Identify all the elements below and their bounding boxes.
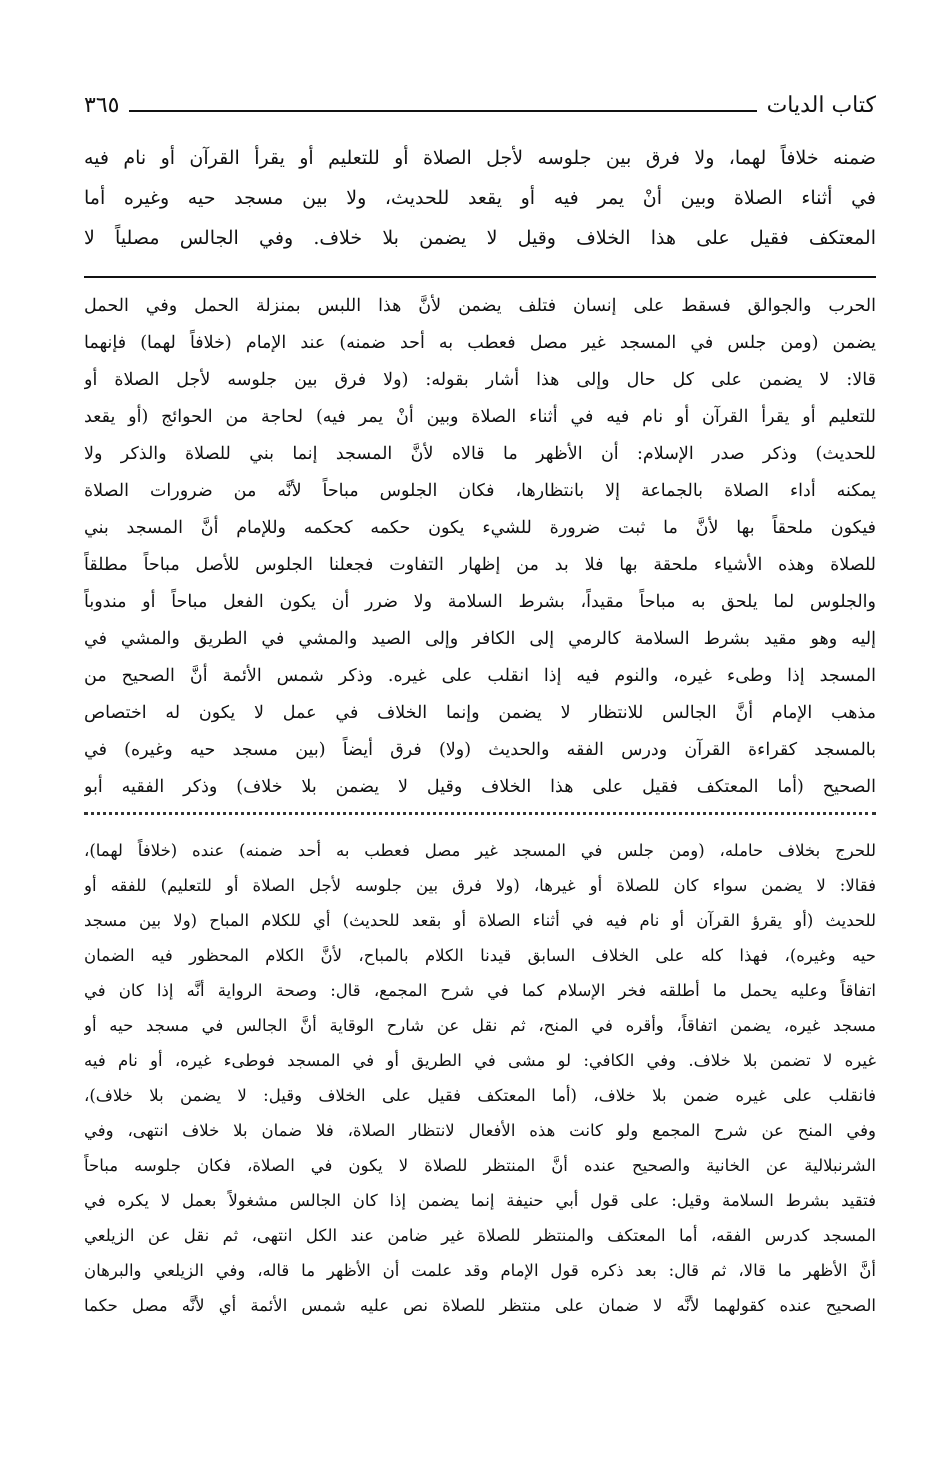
commentary-two-line: وفي المنح عن شرح المجمع ولو كانت هذه الأفعال لانتظار الصلاة، فلا ضمان بلا خلاف انتهى، وفي <box>84 1121 876 1140</box>
commentary-two-line: فتقيد بشرط السلامة وقيل: على قول أبي حنيفة إنما يضمن إذا كان الجالس مشغولاً بعمل لا يكره في <box>84 1191 876 1210</box>
commentary-one-line: الحرب والجوالق فسقط على إنسان فتلف يضمن لأنَّ هذا اللبس بمنزلة الحمل وفي الحمل <box>84 296 876 316</box>
commentary-two-line: للحديث (أو يقرؤ القرآن أو نام فيه في أثناء الصلاة أو بقعد للحديث) أي للكلام المباح (ولا بين مسجد <box>84 911 876 930</box>
page-header <box>84 88 876 118</box>
commentary-two-line: غيره لا تضمن بلا خلاف. وفي الكافي: لو مشى في الطريق أو في المسجد فوطىء غيره، أو نام فيه <box>84 1051 876 1070</box>
commentary-one-line: إليه وهو مقيد بشرط السلامة كالرمي إلى الكافر وإلى الصيد والمشي في الطريق والمشي في <box>84 629 876 649</box>
commentary-one-line: للتعليم أو يقرأ القرآن أو نام فيه في أثناء الصلاة وبين أنْ يمر فيه) لحاجة من الحوائج (أو يقعد <box>84 407 876 427</box>
dotted-separator <box>84 812 876 827</box>
commentary-two-line: مسجد غيره، يضمن اتفاقاً، وأقره في المنح، ثم نقل عن شارح الوقاية أنَّ الجالس في مسجد حيه أو <box>84 1016 876 1035</box>
commentary-two-line: اتفاقاً وعليه يحمل ما أطلقه فخر الإسلام كما في شرح المجمع، قال: وصحة الرواية أنَّه إذا كان في <box>84 981 876 1000</box>
commentary-one-line: مذهب الإمام أنَّ الجالس للانتظار لا يضمن وإنما الخلاف في عمل لا يكون له اختصاص <box>84 703 876 723</box>
commentary-one-line: المسجد إذا وطىء غيره، والنوم فيه إذا انقلب على غيره. وذكر شمس الأئمة أنَّ الصحيح من <box>84 666 876 686</box>
commentary-one-line: فيكون ملحقاً بها لأنَّ ما ثبت ضرورة للشيء يكون حكمه كحكمه وللإمام أنَّ المسجد بني <box>84 518 876 538</box>
commentary-two-line: أنَّ الأظهر ما قالا، ثم قال: بعد ذكره قول الإمام وقد علمت أن الأظهر ما قاله، وفي الزيلعي والبرهان <box>84 1261 876 1280</box>
main-text-line: ضمنه خلافاً لهما، ولا فرق بين جلوسه لأجل الصلاة أو للتعليم أو يقرأ القرآن أو نام فيه <box>84 147 876 169</box>
commentary-two <box>84 833 876 1323</box>
header-rule <box>129 110 756 112</box>
commentary-one <box>84 288 876 806</box>
commentary-one-line: بالمسجد كقراءة القرآن ودرس الفقه والحديث (ولا) فرق أيضاً (بين مسجد حيه وغيره) في <box>84 740 876 760</box>
commentary-one-line: للصلاة وهذه الأشياء ملحقة بها فلا بد من إظهار التفاوت فجعلنا الجلوس للأصل مباحاً مطلقاً <box>84 555 876 575</box>
main-text-line: المعتكف فقيل على هذا الخلاف وقيل لا يضمن بلا خلاف. وفي الجالس مصلياً لا <box>84 227 876 249</box>
commentary-one-line: يضمن (ومن جلس في المسجد غير مصل فعطب به أحد ضمنه) عند الإمام (خلافاً لهما) فإنهما <box>84 333 876 353</box>
commentary-one-line: للحديث) وذكر صدر الإسلام: أن الأظهر ما قالاه لأنَّ المسجد إنما بني للصلاة والذكر ولا <box>84 444 876 464</box>
commentary-two-line: للحرج بخلاف حامله، (ومن جلس في المسجد غير مصل فعطب به أحد ضمنه) عنده (خلافاً لهما)، <box>84 841 876 860</box>
page-number: ٣٦٥ <box>84 93 120 118</box>
commentary-two-line: فانقلب على غيره ضمن بلا خلاف، (أما المعتكف فقيل على الخلاف وقيل: لا يضمن بلا خلاف)، <box>84 1086 876 1105</box>
commentary-one-line: يمكنه أداء الصلاة بالجماعة إلا بانتظارها، فكان الجلوس مباحاً لأنَّه من ضرورات الصلاة <box>84 481 876 501</box>
solid-separator <box>84 276 876 278</box>
main-text <box>84 138 876 258</box>
commentary-two-line: حيه وغيره)، فهذا كله على الخلاف السابق قيدنا الكلام بالمباح، لأنَّ الكلام المحظور فيه الضمان <box>84 946 876 965</box>
commentary-one-line: الصحيح (أما المعتكف فقيل على هذا الخلاف وقيل لا يضمن بلا خلاف) وذكر الفقيه أبو <box>84 777 876 797</box>
commentary-two-line: الشرنبلالية عن الخانية والصحيح عنده أنَّ المنتظر للصلاة لا يكون في الصلاة، فكان جلوسه مباحاً <box>84 1156 876 1175</box>
commentary-two-line: المسجد كدرس الفقه، أما المعتكف والمنتظر للصلاة غير ضامن عند الكل انتهى، ثم نقل عن الزيلعي <box>84 1226 876 1245</box>
main-text-line: في أثناء الصلاة وبين أنْ يمر فيه أو يقعد للحديث، ولا بين مسجد حيه وغيره أما <box>84 187 876 209</box>
commentary-two-line: فقالا: لا يضمن سواء كان للصلاة أو غيرها، (ولا فرق بين جلوسه لأجل الصلاة أو للتعليم) للفقه أو <box>84 876 876 895</box>
commentary-one-line: والجلوس لما يلحق به مباحاً مقيداً، بشرط السلامة ولا ضرر أن يكون الفعل مباحاً أو مندوباً <box>84 592 876 612</box>
book-page <box>84 88 876 1323</box>
commentary-two-line: الصحيح عنده كقولهما لأنَّه لا ضمان على منتظر للصلاة نص عليه شمس الأئمة أي لأنَّه مصل حكما <box>84 1296 876 1315</box>
commentary-one-line: قالا: لا يضمن على كل حال وإلى هذا أشار بقوله: (ولا فرق بين جلوسه لأجل الصلاة أو <box>84 370 876 390</box>
book-title: كتاب الديات <box>766 93 876 118</box>
